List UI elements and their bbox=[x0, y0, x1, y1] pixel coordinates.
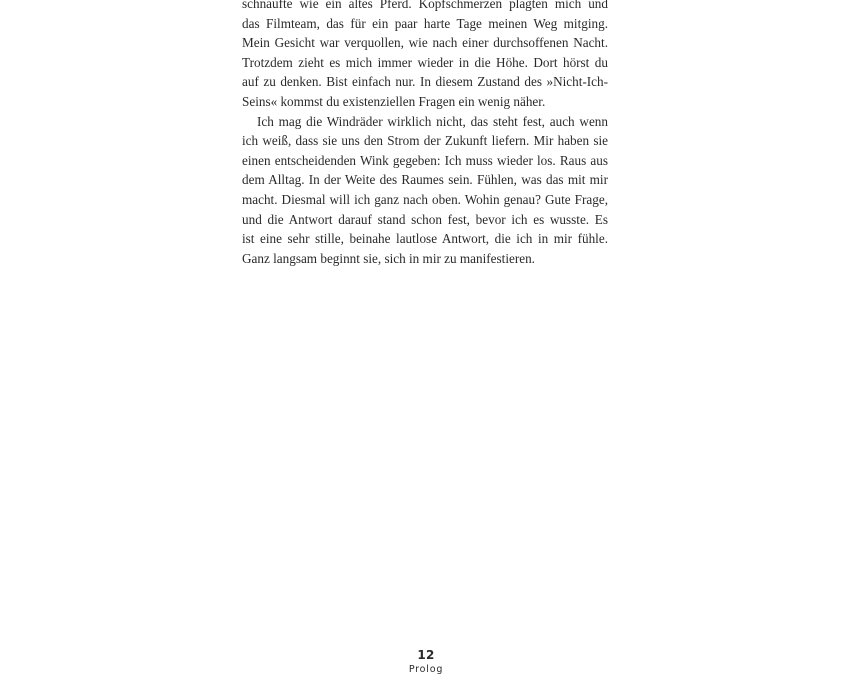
text-line: schnaufte wie ein altes Pferd. Kopfschmerzen plagten mich und bbox=[242, 0, 608, 11]
text-line: und die Antwort darauf stand schon fest, bevor ich es wusste. Es bbox=[242, 211, 608, 227]
text-line: ich weiß, dass sie uns den Strom der Zukunft liefern. Mir haben sie bbox=[242, 133, 608, 149]
paragraph-1 bbox=[242, 0, 608, 112]
text-line: Trotzdem zieht es mich immer wieder in die Höhe. Dort hörst du bbox=[242, 54, 608, 70]
body-text bbox=[242, 0, 608, 268]
text-line: Seins« kommst du existenziellen Fragen ein wenig näher. bbox=[242, 93, 546, 109]
running-footer: Prolog bbox=[408, 664, 444, 675]
page-number: 12 bbox=[417, 648, 435, 662]
text-line: Ich mag die Windräder wirklich nicht, das steht fest, auch wenn bbox=[257, 113, 608, 129]
text-line: dem Alltag. In der Weite des Raumes sein. Fühlen, was das mit mir bbox=[242, 172, 608, 188]
text-line: ist eine sehr stille, beinahe lautlose Antwort, die ich in mir fühle. bbox=[242, 231, 608, 247]
paragraph-2 bbox=[242, 112, 608, 269]
text-line: auf zu denken. Bist einfach nur. In diesem Zustand des »Nicht-Ich- bbox=[242, 74, 608, 90]
text-line: macht. Diesmal will ich ganz nach oben. Wohin genau? Gute Frage, bbox=[242, 191, 608, 207]
text-line: Mein Gesicht war verquollen, wie nach einer durchsoffenen Nacht. bbox=[242, 35, 608, 51]
text-line: einen entscheidenden Wink gegeben: Ich muss wieder los. Raus aus bbox=[242, 152, 608, 168]
text-line: Ganz langsam beginnt sie, sich in mir zu manifestieren. bbox=[242, 250, 535, 266]
text-line: das Filmteam, das für ein paar harte Tage meinen Weg mitging. bbox=[242, 15, 608, 31]
